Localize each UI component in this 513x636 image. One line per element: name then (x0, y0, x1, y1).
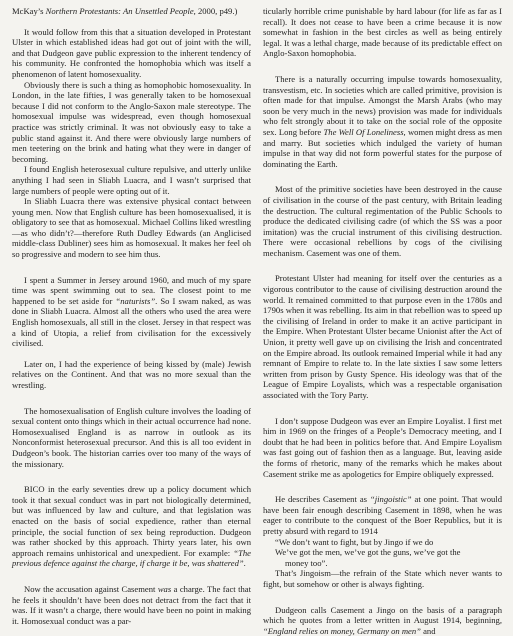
text-run: I spent a Summer in Jersey around 1960, and much of my spare time was spent swimming out to sea. The closest point to me happened to be set aside for (12, 275, 251, 306)
italic-text: The Well Of Loneliness (324, 127, 404, 137)
right-column (263, 6, 502, 630)
paragraph (263, 568, 502, 589)
text-run: , 2000, p49.) (194, 6, 238, 16)
text-run: It would follow from this that a situation developed in Protestant Ulster in which established ideas had got out of joint with the will, and that Dudgeon gave public expression to the inherent tendency of his community. He confronted the homophobia which was itself a phenomenon of latent homosexuality. (12, 27, 251, 79)
text-run: Dudgeon calls Casement a Jingo on the basis of a paragraph which he quotes from a letter written in August 1914, beginning, (263, 605, 502, 626)
paragraph (12, 80, 251, 165)
paragraph (12, 275, 251, 349)
paragraph (263, 558, 502, 569)
italic-text: “naturists” (115, 296, 155, 306)
text-run: The homosexualisation of English culture involves the loading of sexual content onto things which in their actual occurrence had none. Homosexualised England is as narrow in outlook as its Nonconformist heterosexual precursor. And this is all too evident in Dudgeon’s book. The historian carries over too many of the ways of the missionary. (12, 406, 251, 469)
text-run: “We don’t want to fight, but by Jingo if we do (275, 537, 433, 547)
text-run: We’ve got the men, we’ve got the guns, we’ve got the (275, 547, 460, 557)
text-run: McKay’s (12, 6, 46, 16)
paragraph (263, 537, 502, 548)
italic-text: “jingoistic” (370, 494, 412, 504)
paragraph (12, 359, 251, 391)
text-run: and (421, 626, 436, 636)
italic-text: “England relies on money, Germany on men” (263, 626, 421, 636)
text-run: Later on, I had the experience of being kissed by (male) Jewish relatives on the Continent. And that was no more sexual than the wrestling. (12, 359, 251, 390)
text-run: There is a naturally occurring impulse towards homosexuality, transvestism, etc. In societies which are called primitive, provision is often made for that impulse. Amongst the Marsh Arabs (who may soon be very much in the news) provision was made for individuals who felt strongly about it to take on the social role of the opposite sex. Long before (263, 74, 502, 137)
text-run: I don’t suppose Dudgeon was ever an Empire Loyalist. I first met him in 1969 on the fringes of a People’s Democracy meeting, and I doubt that he had been in politics before that. And Empire Loyalism was fast going out of fashion then as a language. But, leaving aside the forms of rhetoric, many of the remarks which he makes about Casement strike me as apologetics for Empire obliquely expressed. (263, 416, 502, 479)
paragraph (12, 484, 251, 569)
paragraph (263, 547, 502, 558)
text-run: Now the accusation against Casement (24, 584, 158, 594)
paragraph (12, 164, 251, 196)
italic-text: was (158, 584, 171, 594)
text-run: , women might dress as men and marry. But societies which indulged the variety of human impulse in that way did not form powerful states for the purpose of dominating the Earth. (263, 127, 502, 169)
text-run: a charge. The fact that he feels it shouldn’t have been does not detract from the fact that it was. If it wasn’t a charge, there would have been no point in making it. Homosexual conduct was a par- (12, 584, 251, 626)
italic-text: Northern Protestants: An Unsettled People (46, 6, 194, 16)
paragraph (12, 196, 251, 260)
paragraph (263, 273, 502, 400)
text-run: money too”. (285, 558, 327, 568)
paragraph (263, 74, 502, 169)
paragraph (12, 6, 251, 17)
text-run: at one point. That would have been fair enough describing Casement in 1898, when he was eager to contribute to the conquest of the Boer Republics, but it is pretty absurd with regard to 1914 (263, 494, 502, 536)
paragraph (12, 406, 251, 470)
text-run: He describes Casement as (275, 494, 370, 504)
paragraph (263, 494, 502, 536)
paragraph (263, 605, 502, 636)
left-column (12, 6, 251, 630)
italic-text: “The previous defence against the charge, if charge it be, was shattered” (12, 548, 251, 569)
text-run: . So I swam naked, as was done in Sliabh Luacra. Almost all the others who used the area were English homosexuals, all still in the closet. Jersey in that respect was a kind of Utopia, a relief from civilisation for the excessively civilised. (12, 296, 251, 348)
text-run: Most of the primitive societies have been destroyed in the cause of civilisation in the course of the past century, with Britain leading the destruction. The cultural regimentation of the Public Schools to produce the dedicated civilising cadre (of which the SS was a poor imitation) was the crucial instrument of this civilising destruction. There were occasional rebellions by cogs of the civilising mechanism. Casement was one of them. (263, 184, 502, 258)
text-run: In Sliabh Luacra there was extensive physical contact between young men. Now that English culture has been homosexualised, it is obligatory to see that as homosexual. Michael Collins liked wrestling—as who didn’t?—therefore Ruth Dudley Edwards (an Anglicised middle-class Dubliner) sees him as homosexual. It makes her feel oh so progressive and modern to see him thus. (12, 196, 251, 259)
paragraph (263, 184, 502, 258)
text-run: I found English heterosexual culture repulsive, and utterly unlike anything I had seen in Sliabh Luacra, and I wasn’t surprised that large numbers of people were opting out of it. (12, 164, 251, 195)
text-run: Obviously there is such a thing as homophobic homosexuality. In London, in the late fifties, I was generally taken to be homosexual because I did not conform to the Anglo-Saxon male stereotype. The homosexual impulse was widespread, even though homosexual practice was strictly criminal. It was not obviously easy to take a public stand against it. And there were obviously large numbers of men teetering on the brink and hating what they were in danger of becoming. (12, 80, 251, 164)
paragraph (263, 416, 502, 480)
paragraph (263, 6, 502, 59)
paragraph (12, 27, 251, 80)
text-run: . (244, 558, 246, 568)
text-run: BICO in the early seventies drew up a policy document which took it that sexual conduct was in part not biologically determined, but was influenced by law and culture, and that legislation was enacted on the basis of social expedience, rather than eternal principle, the social function of sex being reproduction. Dudgeon was rather shocked by this approach. Thirty years later, his own approach remains unhistorical and unexpedient. For example: (12, 484, 251, 558)
text-run: ticularly horrible crime punishable by hard labour (for life as far as I recall). It does not cease to have been a crime because it is now somewhat in fashion in the best circles as well as being entirely legal. It was a lethal charge, made because of its predictable effect on Anglo-Saxon homophobia. (263, 6, 502, 58)
text-run: That’s Jingoism—the refrain of the State which never wants to fight, but somehow or other is always fighting. (263, 568, 502, 589)
text-run: Protestant Ulster had meaning for itself over the centuries as a vigorous contributor to the cause of civilising destruction around the world. It remained committed to that purpose even in the 1780s and 1790s when it was rebelling. Its aim in that rebellion was to speed up the civilising of Ireland in order to make it an active participant in the Empire. When Protestant Ulster became Unionist after the Act of Union, it pretty well gave up on civilising the Irish and concentrated on the Empire abroad. Its outlook remained Imperial while it had any remnant of Empire to relate to. In the late sixties I saw some letters written from prison by Gusty Spence. His ideology was that of the League of Empire Loyalists, which was a respectable organisation associated with the Tory Party. (263, 273, 502, 400)
paragraph (12, 584, 251, 626)
